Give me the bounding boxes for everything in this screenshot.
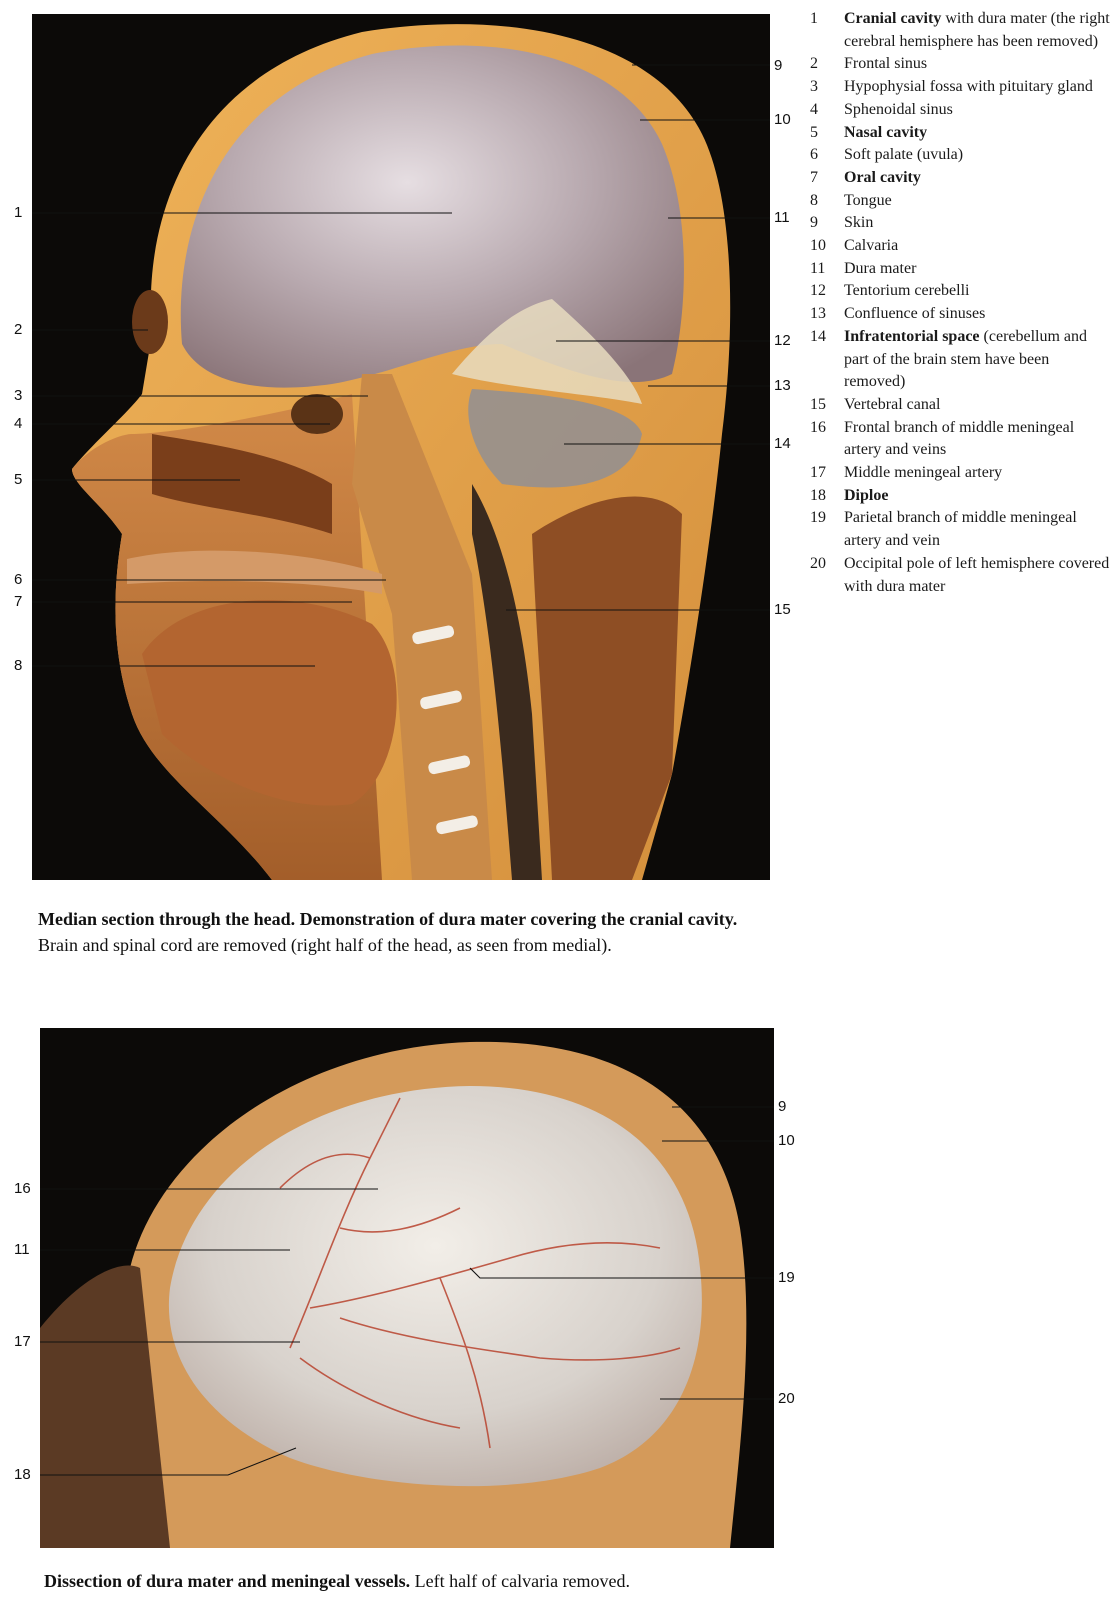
legend-item bbox=[810, 235, 1110, 258]
legend-term-bold: Cranial cavity bbox=[844, 10, 942, 27]
legend-term: Hypophysial fossa with pituitary gland bbox=[844, 78, 1093, 96]
legend-number: 13 bbox=[810, 305, 826, 323]
legend-item bbox=[810, 8, 1110, 53]
legend-text bbox=[844, 462, 1110, 485]
legend-number: 10 bbox=[810, 237, 826, 255]
legend-number: 7 bbox=[810, 168, 818, 186]
legend-text bbox=[844, 303, 1110, 326]
legend-text bbox=[844, 122, 1110, 145]
legend-item bbox=[810, 212, 1110, 235]
legend-item bbox=[810, 485, 1110, 508]
legend-number: 8 bbox=[810, 191, 818, 209]
legend-number: 19 bbox=[810, 509, 826, 527]
legend-term: Occipital pole of left hemisphere covered with dura mater bbox=[844, 554, 1110, 595]
legend-term: Vertebral canal bbox=[844, 395, 941, 413]
label-number: 3 bbox=[14, 387, 23, 404]
label-number: 20 bbox=[778, 1390, 795, 1407]
legend-term: Frontal sinus bbox=[844, 55, 928, 73]
legend-text bbox=[844, 99, 1110, 122]
legend-text bbox=[844, 190, 1110, 213]
legend-term-bold: Diploe bbox=[844, 486, 889, 504]
legend-term: Skin bbox=[844, 214, 874, 232]
label-number: 7 bbox=[14, 593, 23, 610]
legend-text bbox=[844, 76, 1110, 99]
legend-term: Tentorium cerebelli bbox=[844, 282, 970, 300]
caption-bold: Median section through the head. Demonstration of dura mater covering the cranial cavity. bbox=[38, 909, 738, 929]
legend-term: Soft palate (uvula) bbox=[844, 146, 964, 164]
label-number: 19 bbox=[778, 1269, 795, 1286]
legend-number: 15 bbox=[810, 395, 826, 413]
legend-item bbox=[810, 280, 1110, 303]
label-number: 8 bbox=[14, 657, 23, 674]
legend-number: 16 bbox=[810, 418, 826, 436]
figure-caption-bottom bbox=[44, 1568, 764, 1594]
figure-caption-top bbox=[38, 906, 768, 958]
legend-number: 20 bbox=[810, 554, 826, 572]
caption-bold: Dissection of dura mater and meningeal vessels. bbox=[44, 1571, 411, 1591]
legend-number: 1 bbox=[810, 10, 818, 27]
legend-text bbox=[844, 553, 1110, 598]
legend-text bbox=[844, 280, 1110, 303]
legend-text bbox=[844, 8, 1110, 53]
legend-text bbox=[844, 167, 1110, 190]
label-number: 2 bbox=[14, 321, 23, 338]
legend-item bbox=[810, 122, 1110, 145]
legend-text bbox=[844, 417, 1110, 462]
legend-number: 4 bbox=[810, 100, 818, 118]
legend-item bbox=[810, 144, 1110, 167]
legend-item bbox=[810, 76, 1110, 99]
legend-item bbox=[810, 394, 1110, 417]
legend-number: 18 bbox=[810, 486, 826, 504]
label-number: 14 bbox=[774, 435, 791, 452]
label-number: 9 bbox=[778, 1098, 787, 1115]
dura-dissection-photo bbox=[40, 1028, 774, 1548]
legend-term-bold: Oral cavity bbox=[844, 168, 921, 186]
median-section-photo bbox=[32, 14, 770, 880]
label-number: 4 bbox=[14, 415, 23, 432]
legend-term: Dura mater bbox=[844, 259, 917, 277]
legend-item bbox=[810, 326, 1110, 394]
label-number: 6 bbox=[14, 571, 23, 588]
legend-text bbox=[844, 235, 1110, 258]
legend-term: Sphenoidal sinus bbox=[844, 100, 953, 118]
legend-term: Calvaria bbox=[844, 237, 899, 255]
label-number: 18 bbox=[14, 1466, 31, 1483]
legend-number: 11 bbox=[810, 259, 826, 277]
label-number: 10 bbox=[774, 111, 791, 128]
legend-number: 12 bbox=[810, 282, 826, 300]
legend-number: 5 bbox=[810, 123, 818, 141]
legend-term: Tongue bbox=[844, 191, 892, 209]
legend-item bbox=[810, 99, 1110, 122]
legend-item bbox=[810, 167, 1110, 190]
legend-number: 2 bbox=[810, 55, 818, 73]
legend-item bbox=[810, 462, 1110, 485]
label-number: 1 bbox=[14, 204, 23, 221]
legend-text bbox=[844, 394, 1110, 417]
anatomy-legend bbox=[810, 8, 1110, 598]
legend-text bbox=[844, 53, 1110, 76]
legend-item bbox=[810, 53, 1110, 76]
legend-number: 3 bbox=[810, 78, 818, 96]
median-section-illustration bbox=[32, 14, 770, 880]
legend-term-bold: Infratentorial space bbox=[844, 327, 980, 345]
label-number: 17 bbox=[14, 1333, 31, 1350]
legend-term: Middle meningeal artery bbox=[844, 464, 1003, 482]
label-number: 15 bbox=[774, 601, 791, 618]
legend-term: with dura mater (the right cerebral hemisphere has been removed) bbox=[844, 10, 1110, 50]
legend-text bbox=[844, 212, 1110, 235]
legend-term: Parietal branch of middle meningeal artery and vein bbox=[844, 509, 1077, 550]
legend-item bbox=[810, 190, 1110, 213]
label-number: 5 bbox=[14, 471, 23, 488]
legend-term: Confluence of sinuses bbox=[844, 305, 986, 323]
legend-item bbox=[810, 507, 1110, 552]
legend-item bbox=[810, 303, 1110, 326]
legend-item bbox=[810, 553, 1110, 598]
legend-item bbox=[810, 417, 1110, 462]
legend-number: 9 bbox=[810, 214, 818, 232]
legend-text bbox=[844, 507, 1110, 552]
legend-number: 6 bbox=[810, 146, 818, 164]
label-number: 10 bbox=[778, 1132, 795, 1149]
label-number: 9 bbox=[774, 57, 783, 74]
legend-text bbox=[844, 326, 1110, 394]
legend-item bbox=[810, 258, 1110, 281]
label-number: 12 bbox=[774, 332, 791, 349]
legend-term: Frontal branch of middle meningeal artery and veins bbox=[844, 418, 1075, 459]
label-number: 11 bbox=[14, 1241, 30, 1258]
legend-text bbox=[844, 144, 1110, 167]
legend-number: 17 bbox=[810, 464, 826, 482]
caption-text: Brain and spinal cord are removed (right half of the head, as seen from medial). bbox=[38, 935, 612, 955]
legend-text bbox=[844, 258, 1110, 281]
label-number: 13 bbox=[774, 377, 791, 394]
legend-term-bold: Nasal cavity bbox=[844, 123, 928, 141]
dura-dissection-illustration bbox=[40, 1028, 774, 1548]
label-number: 16 bbox=[14, 1180, 31, 1197]
legend-text bbox=[844, 485, 1110, 508]
legend-number: 14 bbox=[810, 327, 826, 345]
label-number: 11 bbox=[774, 209, 790, 226]
legend-term: (cerebellum and part of the brain stem have been removed) bbox=[844, 327, 1088, 391]
caption-text: Left half of calvaria removed. bbox=[410, 1571, 631, 1591]
